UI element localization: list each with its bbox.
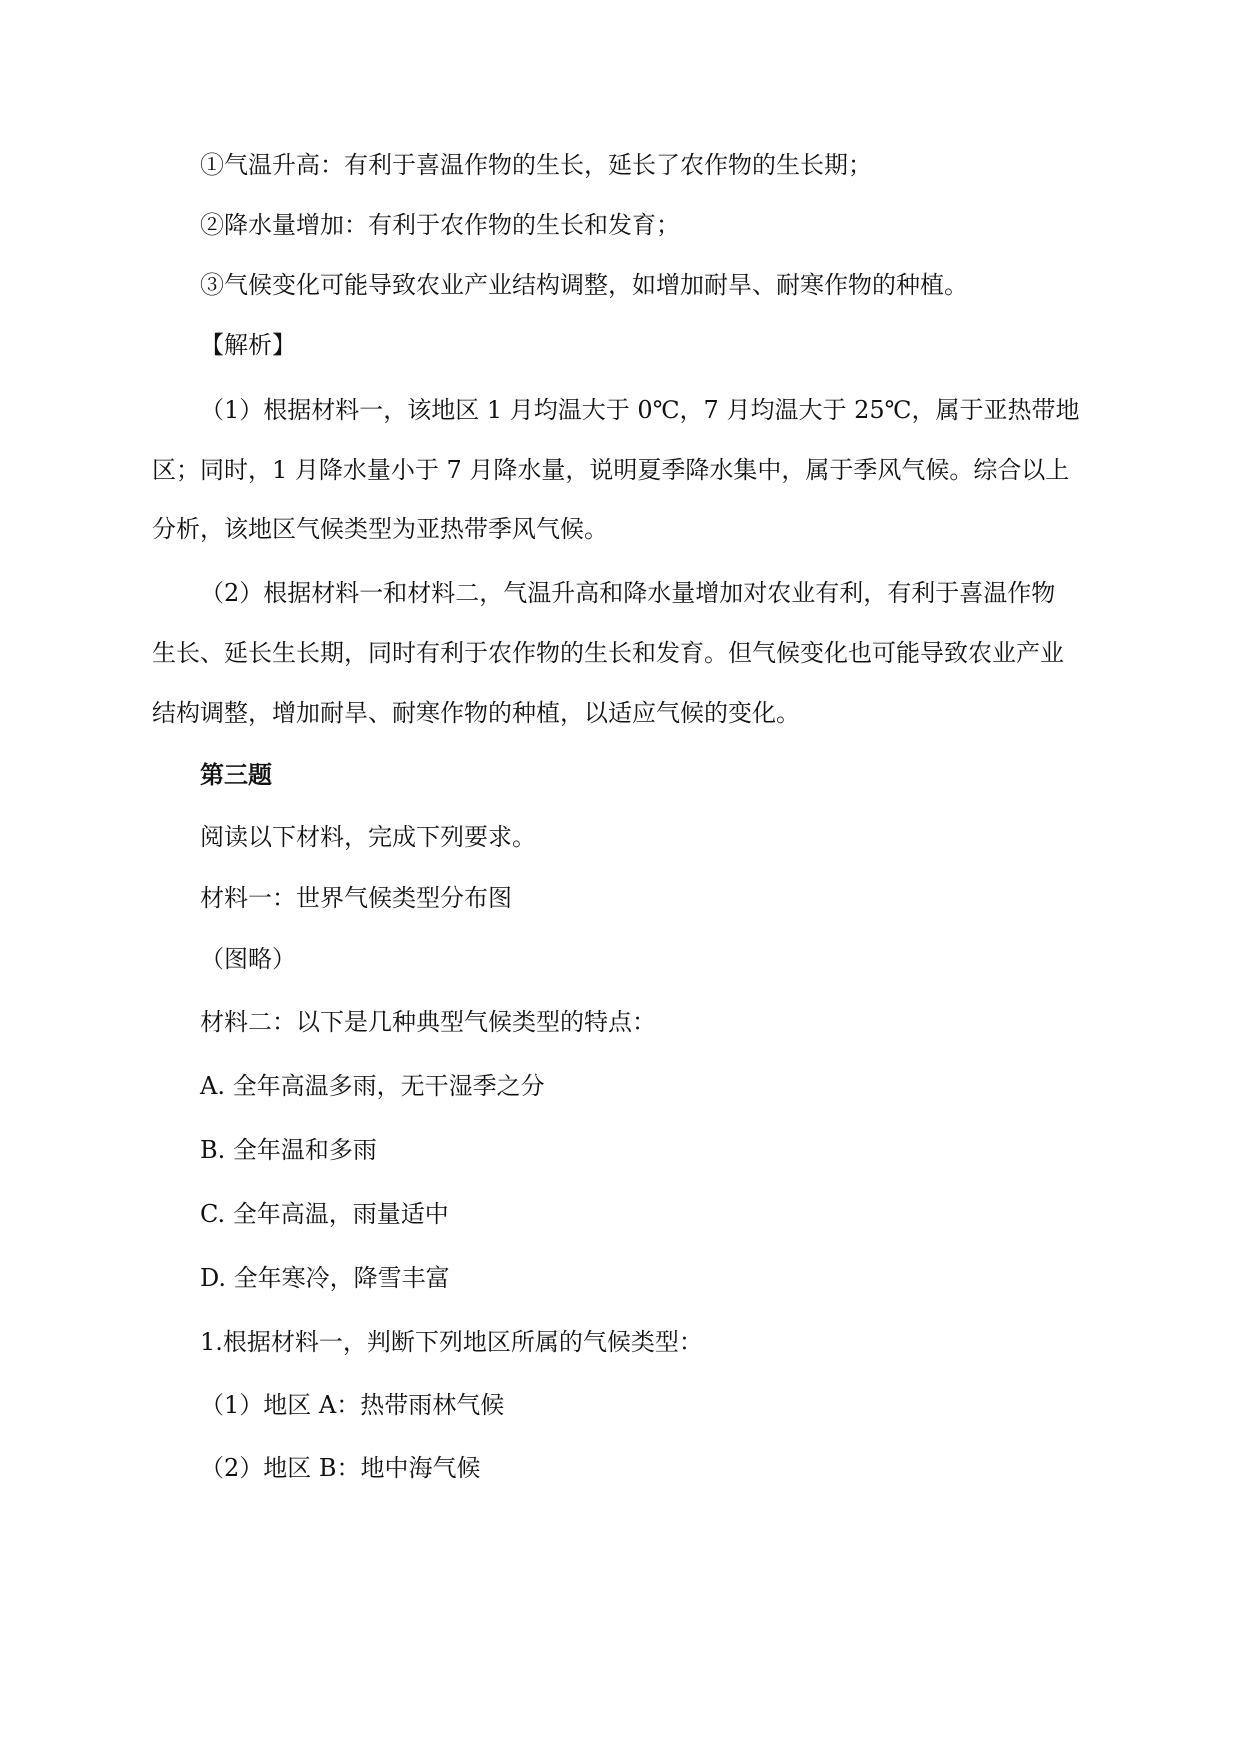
- analysis-p2-line-2: 生长、延长生长期，同时有利于农作物的生长和发育。但气候变化也可能导致农业产业: [152, 639, 1064, 667]
- question-3-intro: 阅读以下材料，完成下列要求。: [200, 823, 536, 851]
- analysis-p1-line-1: （1）根据材料一，该地区 1 月均温大于 0℃，7 月均温大于 25℃，属于亚热带地: [200, 396, 1080, 424]
- option-c: C. 全年高温，雨量适中: [200, 1200, 449, 1228]
- figure-omitted-note: （图略）: [200, 945, 296, 973]
- option-a: A. 全年高温多雨，无干湿季之分: [200, 1072, 545, 1100]
- sub-question-1-prompt: 1.根据材料一，判断下列地区所属的气候类型：: [200, 1328, 703, 1356]
- sub-question-1-item-1: （1）地区 A：热带雨林气候: [200, 1391, 505, 1419]
- answer-point-2: ②降水量增加：有利于农作物的生长和发育；: [200, 211, 680, 239]
- option-d: D. 全年寒冷，降雪丰富: [200, 1264, 450, 1292]
- question-3-title: 第三题: [200, 760, 272, 789]
- analysis-p2-line-3: 结构调整，增加耐旱、耐寒作物的种植，以适应气候的变化。: [152, 699, 800, 727]
- option-b: B. 全年温和多雨: [200, 1136, 377, 1164]
- material-2-label: 材料二：以下是几种典型气候类型的特点：: [200, 1008, 656, 1036]
- analysis-p2-line-1: （2）根据材料一和材料二，气温升高和降水量增加对农业有利，有利于喜温作物: [200, 579, 1056, 607]
- answer-point-3: ③气候变化可能导致农业产业结构调整，如增加耐旱、耐寒作物的种植。: [200, 271, 968, 299]
- analysis-p1-line-2: 区；同时，1 月降水量小于 7 月降水量，说明夏季降水集中，属于季风气候。综合以上: [152, 456, 1070, 484]
- sub-question-1-item-2: （2）地区 B：地中海气候: [200, 1454, 481, 1482]
- answer-point-1: ①气温升高：有利于喜温作物的生长，延长了农作物的生长期；: [200, 151, 872, 179]
- material-1-label: 材料一：世界气候类型分布图: [200, 884, 512, 912]
- analysis-heading: 【解析】: [200, 331, 296, 359]
- analysis-p1-line-3: 分析，该地区气候类型为亚热带季风气候。: [152, 515, 608, 543]
